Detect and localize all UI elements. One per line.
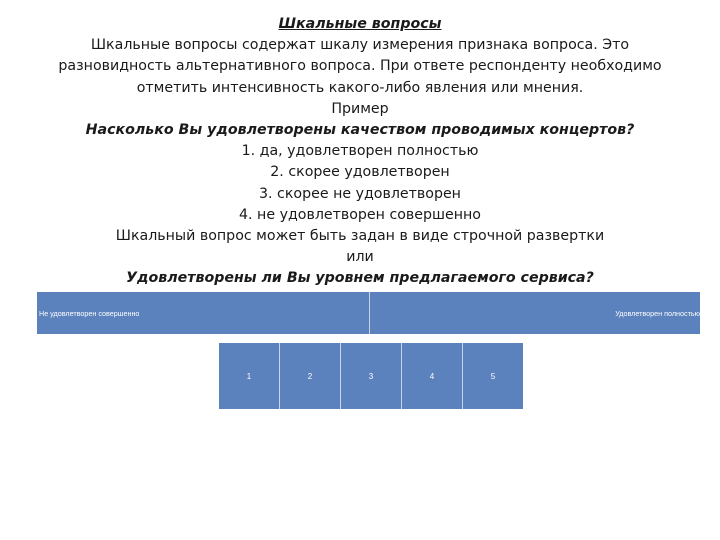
option-4: 4. не удовлетворен совершенно [239,206,481,223]
scale-cell-1[interactable] [219,343,280,409]
question-1: Насколько Вы удовлетворены качеством проводимых концертов? [85,122,635,139]
slide-title: Шкальные вопросы [278,16,442,32]
scale-left-segment[interactable] [37,292,370,334]
line-scale-text: Шкальный вопрос может быть задан в виде строчной развертки [115,228,605,245]
paragraph-line-3: отметить интенсивность какого-либо явления или мнения. [136,79,584,96]
scale-cell-2[interactable] [280,343,341,409]
option-1: 1. да, удовлетворен полностью [241,143,479,160]
option-2: 2. скорее удовлетворен [270,164,450,181]
scale-cell-label: 3 [368,371,374,381]
paragraph-line-2: разновидность альтернативного вопроса. При ответе респонденту необходимо [58,58,662,75]
scale-cell-label: 2 [307,371,313,381]
question-2: Удовлетворены ли Вы уровнем предлагаемого сервиса? [126,270,594,287]
scale-cell-4[interactable] [402,343,463,409]
or-word: или [346,249,374,266]
paragraph-line-1: Шкальные вопросы содержат шкалу измерения признака вопроса. Это [90,37,630,54]
scale-right-label: Удовлетворен полностью [615,308,700,318]
option-3: 3. скорее не удовлетворен [259,185,461,202]
rating-scale-bar [37,292,700,334]
rating-scale-cells [219,343,523,409]
example-label: Пример [331,100,389,117]
scale-cell-3[interactable] [341,343,402,409]
scale-right-segment[interactable] [370,292,700,334]
slide-text [0,14,720,290]
scale-cell-label: 4 [429,371,435,381]
scale-left-label: Не удовлетворен совершенно [39,308,140,318]
scale-cell-label: 1 [246,371,252,381]
scale-cell-5[interactable] [463,343,523,409]
scale-cell-label: 5 [490,371,496,381]
